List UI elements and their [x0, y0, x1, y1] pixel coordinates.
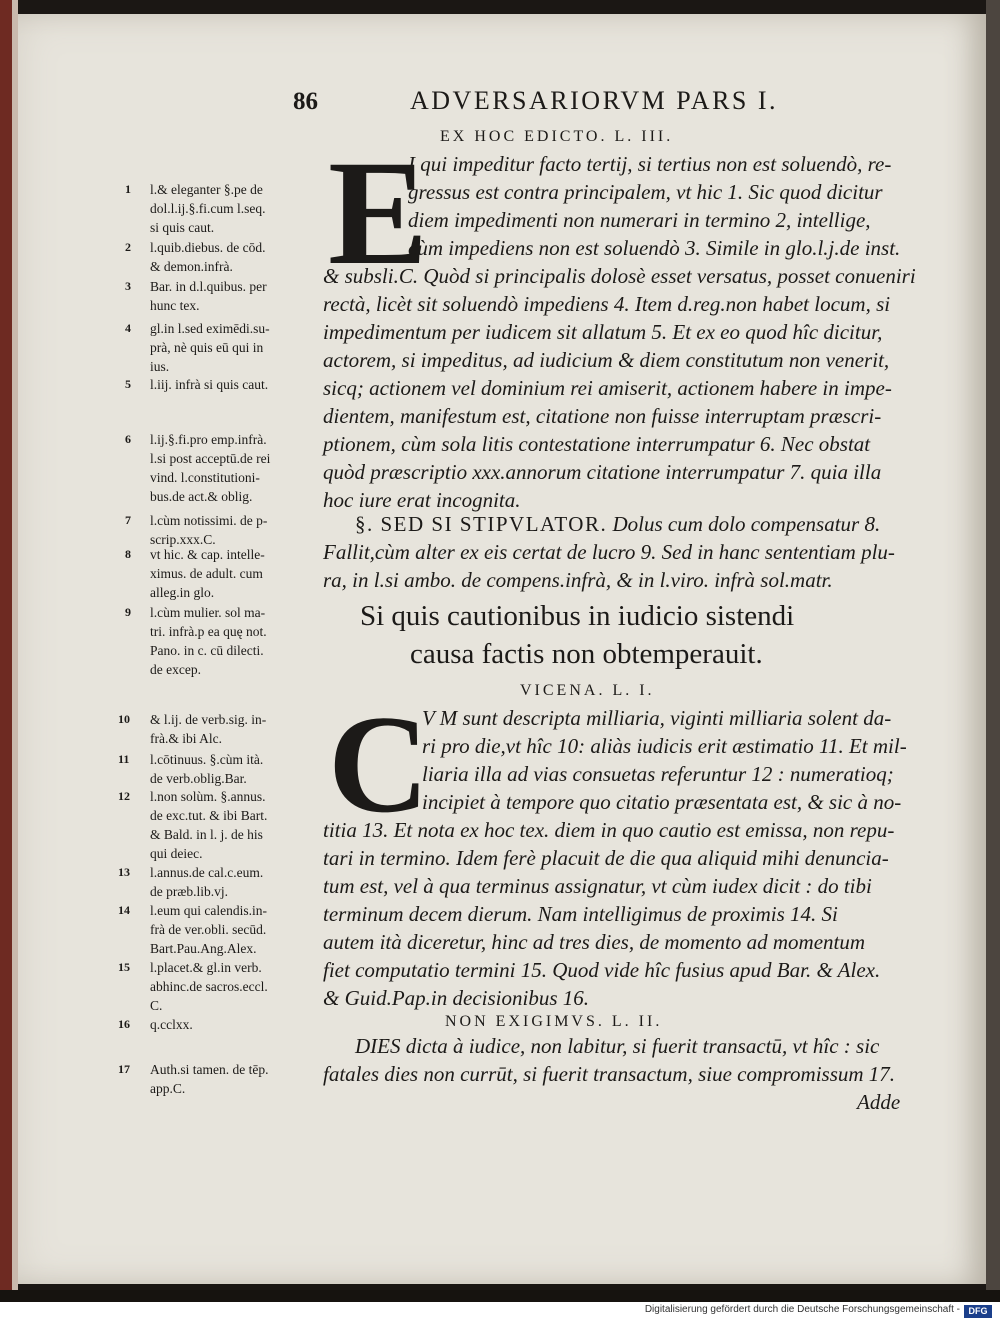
- note-line: app.C.: [150, 1081, 186, 1096]
- text-line: tari in termino. Idem ferè placuit de die qua aliquid mihi denuncia-: [323, 846, 889, 870]
- note-number: 9: [125, 605, 131, 619]
- note-line: dol.l.ij.§.fi.cum l.seq.: [150, 201, 266, 216]
- note-number: 5: [125, 377, 131, 391]
- note-line: l.si post acceptū.de rei: [150, 451, 271, 466]
- note-line: de excep.: [150, 662, 201, 677]
- note-line: vind. l.constitutioni-: [150, 470, 260, 485]
- text-line: fiet computatio termini 15. Quod vide hîc fusius apud Bar. & Alex.: [323, 958, 881, 982]
- note-line: de exc.tut. & ibi Bart.: [150, 808, 268, 823]
- text-line: ra, in l.si ambo. de compens.infrà, & in l.viro. infrà sol.matr.: [323, 568, 833, 592]
- note-line: vt hic. & cap. intelle-: [150, 547, 265, 562]
- note-line: Bart.Pau.Ang.Alex.: [150, 941, 257, 956]
- footer-bar: [0, 1302, 1000, 1321]
- text-line: impedimentum per iudicem sit allatum 5. Et ex eo quod hîc dicitur,: [323, 320, 883, 344]
- note-number: 7: [125, 513, 131, 527]
- note-line: l.non solùm. §.annus.: [150, 789, 266, 804]
- note-line: l.cōtinuus. §.cùm ità.: [150, 752, 264, 767]
- note-line: alleg.in glo.: [150, 585, 215, 600]
- note-line: bus.de act.& oblig.: [150, 489, 253, 504]
- text-line: titia 13. Et nota ex hoc tex. diem in quo cautio est emissa, non repu-: [323, 818, 895, 842]
- note-line: Pano. in c. cū dilecti.: [150, 643, 264, 658]
- note-line: gl.in l.sed eximēdi.su-: [150, 321, 270, 336]
- note-number: 13: [118, 865, 130, 879]
- note-line: l.cùm mulier. sol ma-: [150, 605, 266, 620]
- note-number: 4: [125, 321, 131, 335]
- text-line: hoc iure erat incognita.: [323, 488, 521, 512]
- text-span: Dolus cum dolo compensatur 8.: [607, 512, 881, 536]
- text-line: Fallit,cùm alter ex eis certat de lucro 9. Sed in hanc sententiam plu-: [323, 540, 895, 564]
- page-number: 86: [293, 88, 318, 115]
- text-line: autem ità diceretur, hinc ad tres dies, de momento ad momentum: [323, 930, 866, 954]
- footer-credit: Digitalisierung gefördert durch die Deutsche Forschungsgemeinschaft -: [644, 1304, 960, 1315]
- text-line: diem impedimenti non numerari in termino 2, intellige,: [408, 208, 871, 232]
- note-line: tri. infrà.p ea quę not.: [150, 624, 267, 639]
- note-line: frà de ver.obli. secūd.: [150, 922, 267, 937]
- text-line: DIES dicta à iudice, non labitur, si fuerit transactū, vt hîc : sic: [355, 1034, 880, 1058]
- note-line: ius.: [150, 359, 170, 374]
- note-line: l.quib.diebus. de cōd.: [150, 240, 266, 255]
- note-line: qui deiec.: [150, 846, 203, 861]
- drop-cap-c: C: [328, 687, 430, 842]
- note-line: l.eum qui calendis.in-: [150, 903, 267, 918]
- note-number: 15: [118, 960, 130, 974]
- text-line: sicq; actionem vel dominium rei amiserit, actionem habere in impe-: [323, 376, 892, 400]
- note-line: & demon.infrà.: [150, 259, 233, 274]
- text-line: gressus est contra principalem, vt hic 1. Sic quod dicitur: [408, 180, 883, 204]
- text-line: I qui impeditur facto tertij, si tertius non est soluendò, re-: [408, 152, 892, 176]
- note-line: l.placet.& gl.in verb.: [150, 960, 262, 975]
- note-line: l.ij.§.fi.pro emp.infrà.: [150, 432, 267, 447]
- text-line: fatales dies non currūt, si fuerit transactum, siue compromissum 17.: [323, 1062, 896, 1086]
- text-line: tum est, vel à qua terminus assignatur, vt cùm iudex dicit : do tibi: [323, 874, 872, 898]
- note-number: 17: [118, 1062, 130, 1076]
- note-number: 12: [118, 789, 130, 803]
- note-line: Auth.si tamen. de tēp.: [150, 1062, 269, 1077]
- text-line: [355, 510, 880, 538]
- note-line: si quis caut.: [150, 220, 215, 235]
- note-line: prà, nè quis eū qui in: [150, 340, 264, 355]
- note-line: frà.& ibi Alc.: [150, 731, 222, 746]
- rubric-title-line-2: causa factis non obtemperauit.: [410, 638, 763, 670]
- note-line: hunc tex.: [150, 298, 200, 313]
- note-number: 10: [118, 712, 130, 726]
- note-line: de præb.lib.vj.: [150, 884, 228, 899]
- text-line: ri pro die,vt hîc 10: aliàs iudicis erit æstimatio 11. Et mil-: [422, 734, 907, 758]
- note-number: 6: [125, 432, 131, 446]
- text-line: rectà, licèt sit soluendò impediens 4. Item d.reg.non habet locum, si: [323, 292, 891, 316]
- running-head: ADVERSARIORVM PARS I.: [410, 86, 779, 115]
- note-line: l.annus.de cal.c.eum.: [150, 865, 264, 880]
- note-line: de verb.oblig.Bar.: [150, 771, 247, 786]
- dfg-logo: DFG: [964, 1305, 992, 1318]
- note-line: & Bald. in l. j. de his: [150, 827, 263, 842]
- note-line: q.cclxx.: [150, 1017, 193, 1032]
- section-heading-1: EX HOC EDICTO. L. III.: [440, 128, 674, 145]
- note-line: Bar. in d.l.quibus. per: [150, 279, 267, 294]
- note-number: 11: [118, 752, 130, 766]
- note-number: 8: [125, 547, 131, 561]
- text-line: actorem, si impeditus, ad iudicium & diem constitutum non venerit,: [323, 348, 890, 372]
- binding-edge: [0, 0, 18, 1290]
- rubric-title-line-1: Si quis cautionibus in iudicio sistendi: [360, 600, 795, 632]
- text-line: dientem, manifestum est, citatione non fuisse interruptam præscri-: [323, 404, 882, 428]
- page-right-edge: [986, 0, 1000, 1290]
- text-line: & Guid.Pap.in decisionibus 16.: [323, 986, 589, 1010]
- text-line: liaria illa ad vias consuetas referuntur 12 : numeratioq;: [422, 762, 894, 786]
- note-number: 1: [125, 182, 131, 196]
- text-line: quòd præscriptio xxx.annorum citatione interrumpatur 7. quia illa: [323, 460, 882, 484]
- note-line: & l.ij. de verb.sig. in-: [150, 712, 267, 727]
- text-line: incipiet à tempore quo citatio præsentata est, & sic à no-: [422, 790, 902, 814]
- note-line: l.iij. infrà si quis caut.: [150, 377, 269, 392]
- note-line: l.& eleganter §.pe de: [150, 182, 263, 197]
- note-line: ximus. de adult. cum: [150, 566, 263, 581]
- note-number: 16: [118, 1017, 130, 1031]
- drop-cap-e: E: [328, 130, 429, 296]
- catchword: Adde: [857, 1090, 901, 1114]
- note-line: scrip.xxx.C.: [150, 532, 216, 547]
- text-line: cùm impediens non est soluendò 3. Simile in glo.l.j.de inst.: [408, 236, 901, 260]
- note-number: 14: [118, 903, 130, 917]
- note-line: l.cùm notissimi. de p-: [150, 513, 268, 528]
- text-line: terminum decem dierum. Nam intelligimus de proximis 14. Si: [323, 902, 838, 926]
- note-line: C.: [150, 998, 163, 1013]
- section-heading-2: VICENA. L. I.: [520, 682, 655, 699]
- subsection-heading: §. SED SI STIPVLATOR.: [355, 512, 608, 536]
- section-heading-3: NON EXIGIMVS. L. II.: [445, 1013, 663, 1030]
- note-number: 3: [125, 279, 131, 293]
- text-line: V M sunt descripta milliaria, viginti milliaria solent da-: [422, 706, 892, 730]
- note-line: abhinc.de sacros.eccl.: [150, 979, 268, 994]
- text-line: ptionem, cùm sola litis contestatione interrumpatur 6. Nec obstat: [323, 432, 871, 456]
- text-line: & subsli.C. Quòd si principalis dolosè esset versatus, posset conueniri: [323, 264, 916, 288]
- note-number: 2: [125, 240, 131, 254]
